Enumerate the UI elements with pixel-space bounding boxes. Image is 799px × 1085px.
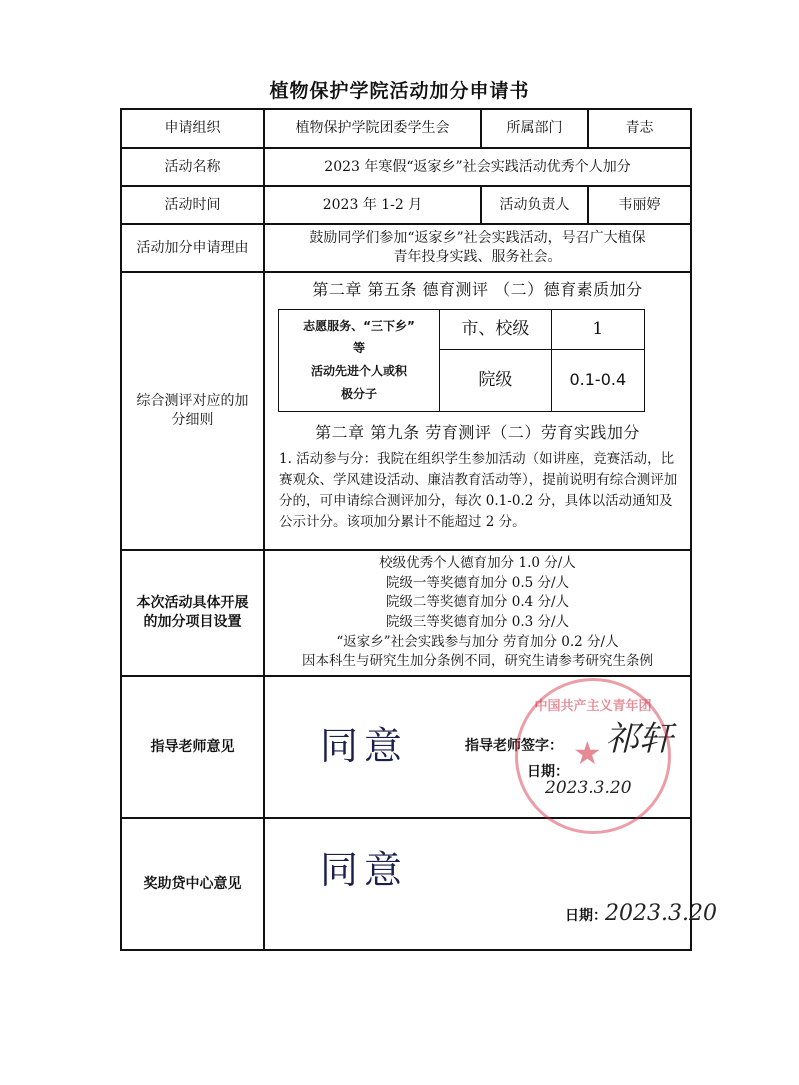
activity-time-label: 活动时间 (121, 186, 264, 224)
criteria-heading-moral: 第二章 第五条 德育测评 （二）德育素质加分 (312, 280, 643, 299)
dept-value: 青志 (588, 109, 691, 148)
criteria-inner-table (278, 309, 645, 412)
activity-name-value: 2023 年寒假“返家乡”社会实践活动优秀个人加分 (264, 148, 691, 186)
seal-star-icon: ★ (573, 734, 602, 772)
org-value: 植物保护学院团委学生会 (264, 109, 481, 148)
reason-label: 活动加分申请理由 (121, 224, 264, 272)
list-item: 因本科生与研究生加分条例不同，研究生请参考研究生条例 (302, 653, 653, 670)
teacher-sign-label: 指导老师签字： (465, 738, 563, 754)
seal-text: 中国共产主义青年团 (534, 699, 652, 714)
center-date: 2023.3.20 (605, 901, 717, 926)
teacher-date-label: 日期： (527, 764, 569, 780)
list-item: 院级三等奖德育加分 0.3 分/人 (385, 614, 570, 630)
criteria-score-school: 1 (551, 309, 644, 349)
teacher-date: 2023.3.20 (545, 778, 632, 798)
activity-name-label: 活动名称 (121, 148, 264, 186)
leader-label: 活动负责人 (481, 186, 588, 224)
form-title: 植物保护学院活动加分申请书 (269, 80, 530, 102)
criteria-level-school: 市、校级 (440, 309, 552, 349)
center-opinion-label: 奖助贷中心意见 (121, 818, 264, 950)
list-item: 院级一等奖德育加分 0.5 分/人 (385, 574, 570, 591)
org-label: 申请组织 (121, 109, 264, 148)
application-form-table (120, 108, 717, 951)
criteria-category: 志愿服务、“三下乡” 等 活动先进个人或积 极分子 (279, 309, 440, 411)
criteria-label: 综合测评对应的加分细则 (121, 272, 264, 550)
items-label: 本次活动具体开展的加分项目设置 (121, 550, 264, 676)
leader-value: 韦丽婷 (588, 186, 691, 224)
activity-time-value: 2023 年 1-2 月 (264, 186, 481, 224)
criteria-paragraph: 1. 活动参与分：我院在组织学生参加活动（如讲座，竞赛活动，比赛观众、学风建设活动、廉洁教育活动等），提前说明有综合测评加分的，可申请综合测评加分，每次 0.1-0.2 分，具体以活动通知及公示计分。该项加分累计不能超过 2 分。 (279, 451, 678, 530)
center-date-label: 日期： (565, 908, 607, 924)
list-item: “返家乡”社会实践参与加分 劳育加分 0.2 分/人 (336, 633, 619, 650)
list-item: 校级优秀个人德育加分 1.0 分/人 (379, 555, 576, 572)
teacher-opinion-label: 指导老师意见 (121, 676, 264, 818)
dept-label: 所属部门 (481, 109, 588, 148)
center-opinion-cell (264, 818, 717, 950)
criteria-score-college: 0.1-0.4 (551, 349, 644, 411)
center-opinion-text: 同意 (320, 848, 409, 892)
teacher-opinion-cell (264, 676, 691, 818)
teacher-opinion-text: 同意 (320, 724, 409, 768)
teacher-signature: 祁轩 (605, 719, 673, 759)
list-item: 院级二等奖德育加分 0.4 分/人 (385, 594, 570, 611)
reason-value: 鼓励同学们参加“返家乡”社会实践活动，号召广大植保青年投身实践、服务社会。 (264, 224, 691, 272)
criteria-heading-labor: 第二章 第九条 劳育测评（二）劳育实践加分 (315, 422, 640, 442)
items-list (264, 550, 691, 676)
criteria-level-college: 院级 (440, 349, 552, 411)
